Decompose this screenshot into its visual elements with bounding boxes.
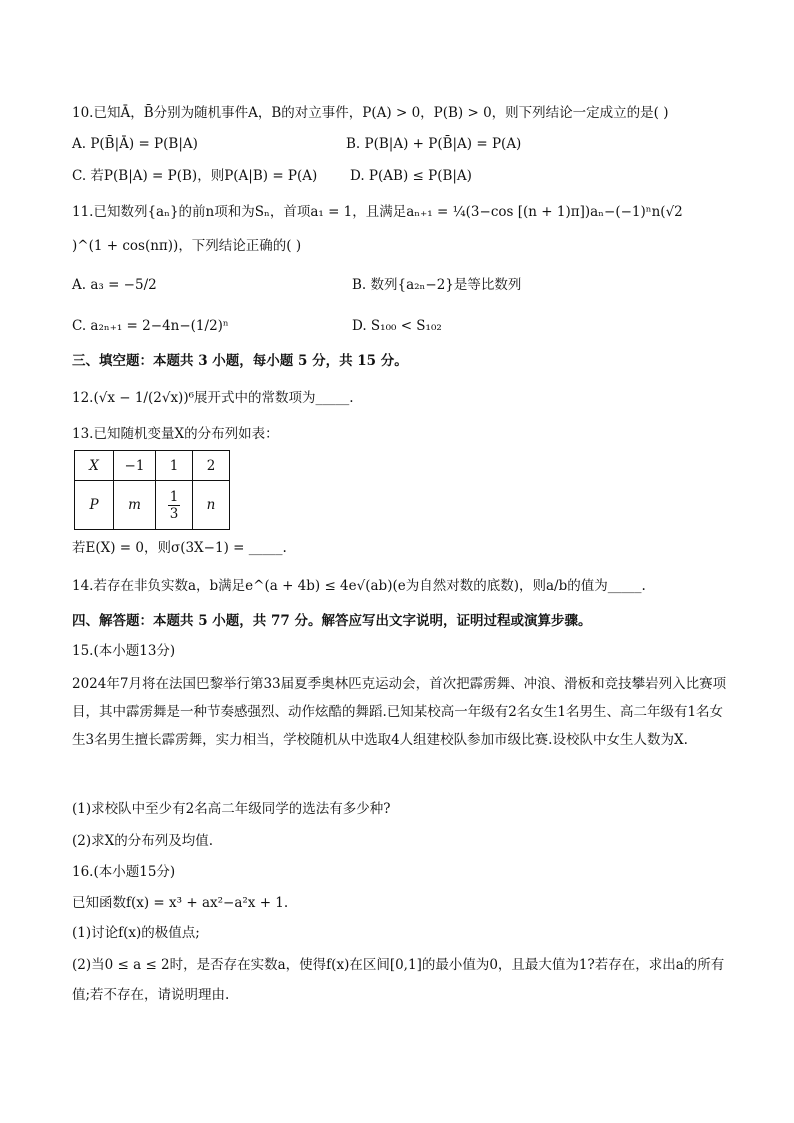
fraction-numerator: 1 bbox=[169, 488, 179, 505]
table-cell: m bbox=[114, 481, 156, 530]
q14-stem: 14.若存在非负实数a，b满足e^(a + 4b) ≤ 4e√(ab)(e为自然对数的底数)，则a/b的值为_____. bbox=[72, 578, 646, 594]
q15-header: 15.(本小题13分) bbox=[72, 643, 176, 659]
table-cell: 1 bbox=[156, 451, 193, 481]
table-cell: P bbox=[75, 481, 114, 530]
q15-part1: (1)求校队中至少有2名高二年级同学的选法有多少种? bbox=[72, 801, 391, 817]
table-cell: n bbox=[193, 481, 230, 530]
q10-option-c: C. 若P(B|A) = P(B)，则P(A|B) = P(A) bbox=[72, 168, 318, 184]
q11-option-b: B. 数列{a₂ₙ−2}是等比数列 bbox=[352, 277, 522, 293]
q11-option-d: D. S₁₀₀ < S₁₀₂ bbox=[352, 318, 442, 334]
q10-option-b: B. P(B|A) + P(B̄|A) = P(A) bbox=[346, 136, 522, 152]
table-cell: X bbox=[75, 451, 114, 481]
distribution-table bbox=[74, 450, 230, 530]
q13-stem: 13.已知随机变量X的分布列如表： bbox=[72, 426, 279, 442]
q10-option-d: D. P(AB) ≤ P(B|A) bbox=[350, 168, 472, 184]
table-row bbox=[75, 481, 230, 530]
q11-stem-line2: )^(1 + cos(nπ))，下列结论正确的( ) bbox=[72, 238, 302, 254]
q16-stem: 已知函数f(x) = x³ + ax²−a²x + 1. bbox=[72, 895, 289, 911]
table-cell: −1 bbox=[114, 451, 156, 481]
q13-condition: 若E(X) = 0，则σ(3X−1) = _____. bbox=[72, 540, 287, 556]
section-3-heading: 三、填空题：本题共 3 小题，每小题 5 分，共 15 分。 bbox=[72, 353, 408, 369]
q11-stem-line1: 11.已知数列{aₙ}的前n项和为Sₙ，首项a₁ = 1，且满足aₙ₊₁ = ¼(3−cos [(n + 1)π])aₙ−(−1)ⁿn(√2 bbox=[72, 204, 683, 220]
q15-body: 2024年7月将在法国巴黎举行第33届夏季奥林匹克运动会，首次把霹雳舞、冲浪、滑板和竞技攀岩列入比赛项目，其中霹雳舞是一种节奏感强烈、动作炫酷的舞蹈.已知某校高一年级有2名女生1名男生、高二年级有1名女生3名男生擅长霹雳舞，实力相当，学校随机从中选取4人组建校队参加市级比赛.设校队中女生人数为X. bbox=[72, 676, 727, 748]
q16-header: 16.(本小题15分) bbox=[72, 864, 176, 880]
fraction-denominator: 3 bbox=[169, 505, 179, 522]
table-row bbox=[75, 451, 230, 481]
q10-stem: 10.已知Ā，B̄分别为随机事件A，B的对立事件，P(A) > 0，P(B) > 0，则下列结论一定成立的是( ) bbox=[72, 105, 669, 121]
q12-stem: 12.(√x − 1/(2√x))⁶展开式中的常数项为_____. bbox=[72, 390, 354, 406]
q16-part1: (1)讨论f(x)的极值点; bbox=[72, 925, 200, 941]
section-4-heading: 四、解答题：本题共 5 小题，共 77 分。解答应写出文字说明，证明过程或演算步骤。 bbox=[72, 613, 592, 629]
q15-part2: (2)求X的分布列及均值. bbox=[72, 833, 214, 849]
table-cell: 2 bbox=[193, 451, 230, 481]
q10-option-a: A. P(B̄|Ā) = P(B|A) bbox=[72, 136, 198, 152]
table-cell-fraction bbox=[156, 481, 193, 530]
fraction bbox=[168, 489, 181, 522]
q11-option-a: A. a₃ = −5/2 bbox=[72, 277, 157, 293]
q11-option-c: C. a₂ₙ₊₁ = 2−4n−(1/2)ⁿ bbox=[72, 318, 229, 334]
q16-part2: (2)当0 ≤ a ≤ 2时，是否存在实数a，使得f(x)在区间[0,1]的最小值为0，且最大值为1?若存在，求出a的所有值;若不存在，请说明理由. bbox=[72, 957, 725, 1003]
